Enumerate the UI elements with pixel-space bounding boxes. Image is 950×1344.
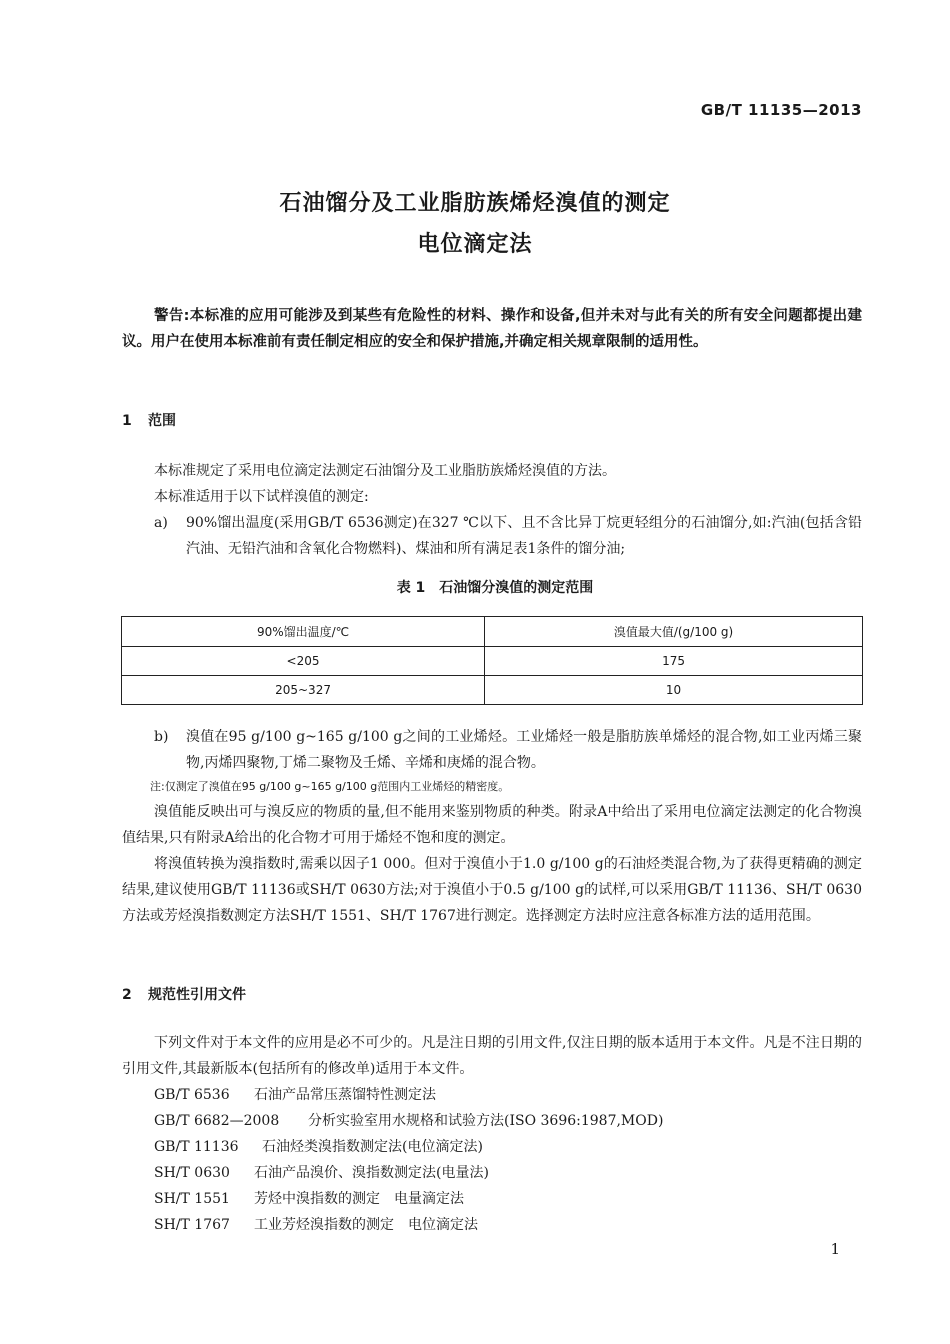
reference-item bbox=[154, 1162, 489, 1182]
table-row bbox=[122, 676, 863, 705]
reference-name: 石油烃类溴指数测定法(电位滴定法) bbox=[262, 1139, 483, 1155]
section-1-para-4: 将溴值转换为溴指数时,需乘以因子1 000。但对于溴值小于1.0 g/100 g的石油烃类混合物,为了获得更精确的测定结果,建议使用GB/T 11136或SH/T 0630方法;对于溴值小于0.5 g/100 g的试样,可以采用GB/T 11136、SH/T 0630方法或芳烃溴指数测定方法SH/T 1551、SH/T 1767进行测定。选择测定方法时应注意各标准方法的适用范围。 bbox=[122, 856, 862, 924]
reference-item bbox=[154, 1214, 478, 1234]
section-title: 规范性引用文件 bbox=[148, 987, 246, 1003]
section-2-heading bbox=[122, 984, 246, 1004]
warning-paragraph: 警告:本标准的应用可能涉及到某些有危险性的材料、操作和设备,但并未对与此有关的所有安全问题都提出建议。用户在使用本标准前有责任制定相应的安全和保护措施,并确定相关规章限制的适用性。 bbox=[122, 308, 862, 350]
document-title: 石油馏分及工业脂肪族烯烃溴值的测定 bbox=[279, 191, 671, 216]
reference-code: GB/T 6682—2008 bbox=[154, 1113, 280, 1129]
list-label: a) bbox=[154, 515, 168, 531]
section-title: 范围 bbox=[148, 413, 176, 429]
table-row bbox=[122, 647, 863, 676]
reference-name: 石油产品常压蒸馏特性测定法 bbox=[254, 1087, 436, 1103]
table-note: 注:仅测定了溴值在95 g/100 g~165 g/100 g范围内工业烯烃的精密度。 bbox=[150, 780, 510, 793]
table-header-cell: 溴值最大值/(g/100 g) bbox=[485, 617, 863, 647]
reference-item bbox=[154, 1084, 436, 1104]
section-1-para-1: 本标准规定了采用电位滴定法测定石油馏分及工业脂肪族烯烃溴值的方法。 bbox=[154, 463, 616, 479]
page-number: 1 bbox=[830, 1240, 840, 1258]
section-1-heading bbox=[122, 410, 176, 430]
section-1-para-3: 溴值能反映出可与溴反应的物质的量,但不能用来鉴别物质的种类。附录A中给出了采用电位滴定法测定的化合物溴值结果,只有附录A给出的化合物才可用于烯烃不饱和度的测定。 bbox=[122, 804, 862, 846]
reference-code: SH/T 1551 bbox=[154, 1191, 230, 1207]
table-cell: 175 bbox=[485, 647, 863, 676]
section-number: 1 bbox=[122, 413, 132, 429]
bromine-range-table bbox=[121, 616, 863, 705]
reference-name: 工业芳烃溴指数的测定 电位滴定法 bbox=[254, 1217, 478, 1233]
list-label: b) bbox=[154, 729, 169, 745]
table-cell: <205 bbox=[122, 647, 485, 676]
table-cell: 10 bbox=[485, 676, 863, 705]
table-header-cell: 90%馏出温度/℃ bbox=[122, 617, 485, 647]
section-2-para-1: 下列文件对于本文件的应用是必不可少的。凡是注日期的引用文件,仅注日期的版本适用于本文件。凡是不注日期的引用文件,其最新版本(包括所有的修改单)适用于本文件。 bbox=[122, 1035, 862, 1077]
table-caption: 表 1 石油馏分溴值的测定范围 bbox=[396, 580, 594, 596]
reference-name: 芳烃中溴指数的测定 电量滴定法 bbox=[254, 1191, 464, 1207]
reference-item bbox=[154, 1110, 663, 1130]
list-item-a bbox=[154, 510, 862, 562]
reference-item bbox=[154, 1188, 464, 1208]
reference-code: SH/T 1767 bbox=[154, 1217, 230, 1233]
reference-item bbox=[154, 1136, 483, 1156]
section-number: 2 bbox=[122, 987, 132, 1003]
reference-code: SH/T 0630 bbox=[154, 1165, 230, 1181]
reference-name: 分析实验室用水规格和试验方法(ISO 3696:1987,MOD) bbox=[308, 1113, 664, 1129]
reference-code: GB/T 11136 bbox=[154, 1139, 239, 1155]
standard-code: GB/T 11135—2013 bbox=[700, 101, 862, 119]
list-item-b bbox=[154, 724, 862, 776]
reference-code: GB/T 6536 bbox=[154, 1087, 230, 1103]
table-cell: 205~327 bbox=[122, 676, 485, 705]
reference-name: 石油产品溴价、溴指数测定法(电量法) bbox=[254, 1165, 489, 1181]
section-1-para-2: 本标准适用于以下试样溴值的测定: bbox=[154, 489, 369, 505]
list-text: 溴值在95 g/100 g~165 g/100 g之间的工业烯烃。工业烯烃一般是脂肪族单烯烃的混合物,如工业丙烯三聚物,丙烯四聚物,丁烯二聚物及壬烯、辛烯和庚烯的混合物。 bbox=[186, 729, 862, 771]
table-header-row bbox=[122, 617, 863, 647]
document-subtitle: 电位滴定法 bbox=[417, 232, 533, 257]
list-text: 90%馏出温度(采用GB/T 6536测定)在327 ℃以下、且不含比异丁烷更轻组分的石油馏分,如:汽油(包括含铅汽油、无铅汽油和含氧化合物燃料)、煤油和所有满足表1条件的馏分油; bbox=[186, 515, 862, 557]
